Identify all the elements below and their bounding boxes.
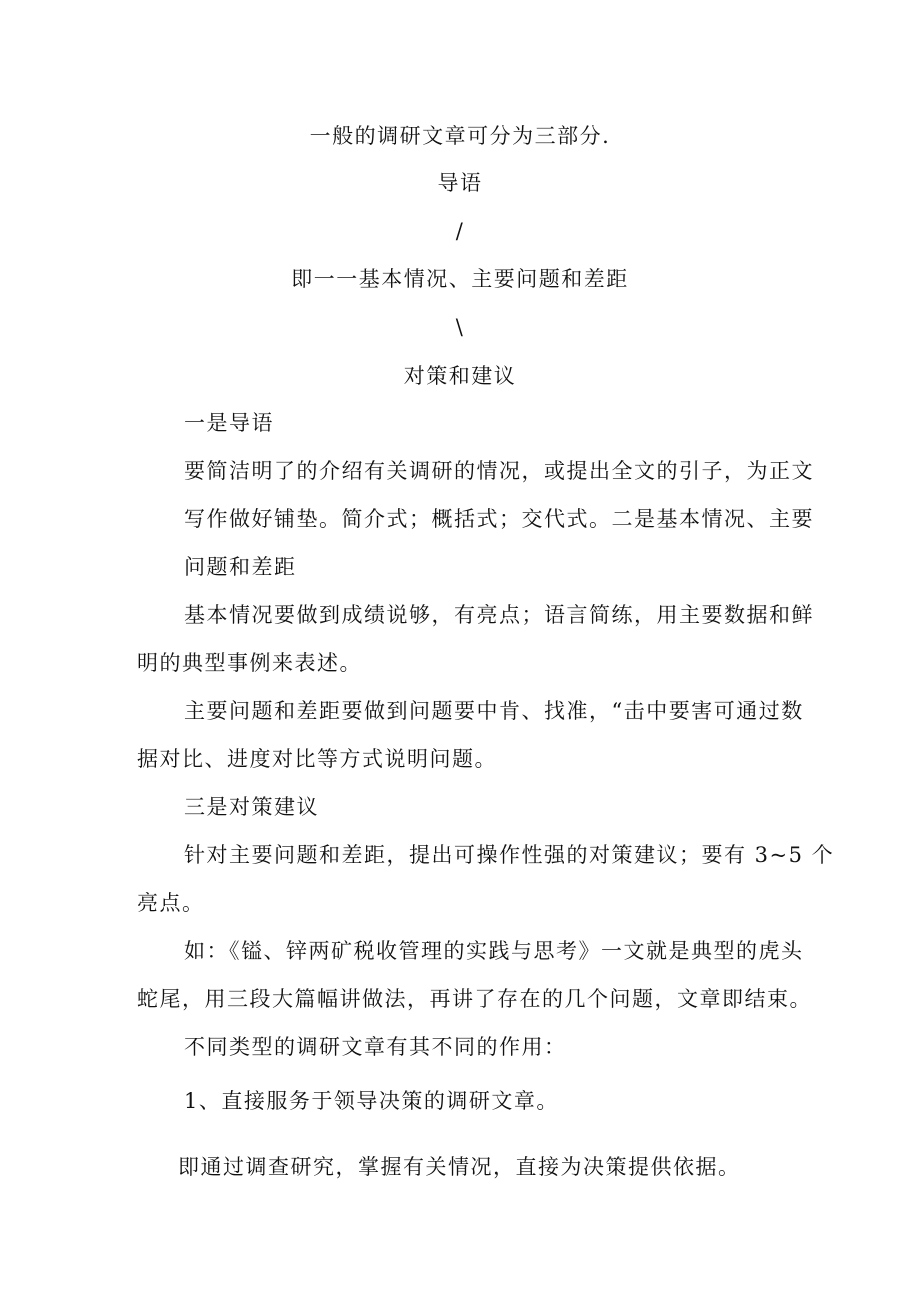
diagram-backslash: \ xyxy=(455,315,465,339)
paragraph-line: 写作做好铺垫。简介式；概括式；交代式。二是基本情况、主要 xyxy=(184,507,814,531)
paragraph-line: 主要问题和差距要做到问题要中肯、找准，“击中要害可通过数 xyxy=(184,699,804,723)
section-title-intro: 一是导语 xyxy=(184,411,274,435)
diagram-bottom-label: 对策和建议 xyxy=(403,364,517,388)
paragraph-line: 如：《镒、锌两矿税收管理的实践与思考》一文就是典型的虎头 xyxy=(184,939,804,963)
paragraph-line: 据对比、进度对比等方式说明问题。 xyxy=(137,747,497,771)
paragraph-line: 针对主要问题和差距，提出可操作性强的对策建议；要有 3~5 个 xyxy=(184,843,835,867)
paragraph-line: 明的典型事例来表述。 xyxy=(137,651,362,675)
paragraph-line: 蛇尾，用三段大篇幅讲做法，再讲了存在的几个问题，文章即结束。 xyxy=(137,987,812,1011)
roles-item-1-description: 即通过调查研究，掌握有关情况，直接为决策提供依据。 xyxy=(178,1155,741,1179)
roles-item-1: 1、直接服务于领导决策的调研文章。 xyxy=(184,1089,559,1113)
paragraph-line: 基本情况要做到成绩说够，有亮点；语言简练，用主要数据和鲜 xyxy=(184,603,814,627)
section-title-countermeasures: 三是对策建议 xyxy=(184,795,319,819)
paragraph-line: 亮点。 xyxy=(137,891,205,915)
diagram-middle-label: 即一一基本情况、主要问题和差距 xyxy=(291,267,629,291)
roles-intro: 不同类型的调研文章有其不同的作用： xyxy=(184,1035,567,1059)
diagram-top-label: 导语 xyxy=(437,171,483,195)
diagram-slash: / xyxy=(455,219,465,243)
document-heading: 一般的调研文章可分为三部分. xyxy=(309,124,611,148)
paragraph-line: 要简洁明了的介绍有关调研的情况，或提出全文的引子，为正文 xyxy=(184,459,814,483)
paragraph-line: 问题和差距 xyxy=(184,555,297,579)
